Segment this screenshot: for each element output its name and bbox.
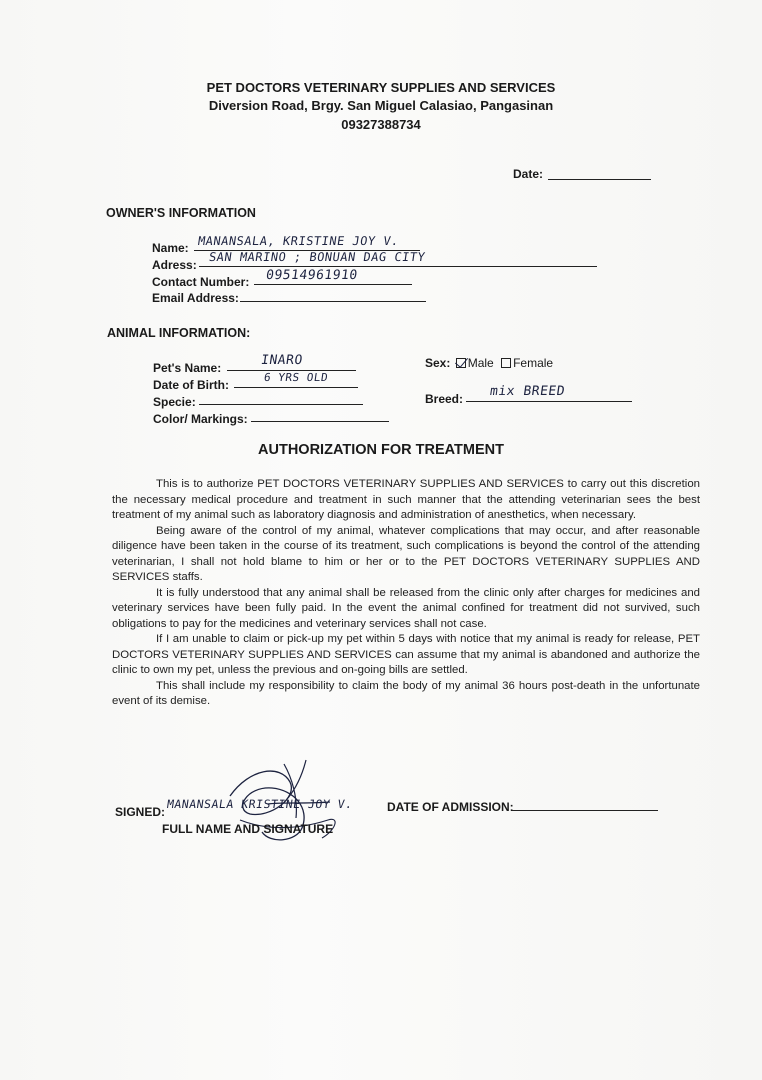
dob-field[interactable] — [234, 373, 358, 388]
signed-field[interactable] — [165, 797, 355, 815]
signed-value: MANANSALA KRISTINE JOY V. — [166, 797, 354, 811]
contact-value: 09514961910 — [264, 268, 359, 283]
paragraph-3: It is fully understood that any animal shall be released from the clinic only after charges for medicines and veterinary services have been fully paid. In the event the animal confined for treatment did not survived, such obligations to pay for the medicines and veterinary services shall not case. — [112, 586, 700, 630]
authorization-title: AUTHORIZATION FOR TREATMENT — [258, 442, 504, 458]
signed-label: SIGNED: — [115, 805, 166, 819]
signature-caption: FULL NAME AND SIGNATURE — [162, 822, 334, 836]
breed-value: mix BREED — [488, 384, 567, 399]
color-field[interactable] — [251, 407, 389, 422]
date-label: Date: — [513, 167, 544, 181]
owner-address-field[interactable] — [199, 252, 597, 267]
breed-label: Breed: — [425, 392, 464, 406]
clinic-name: PET DOCTORS VETERINARY SUPPLIES AND SERVICES — [206, 80, 556, 95]
owner-address-label: Adress: — [152, 258, 197, 272]
pet-name-label: Pet's Name: — [153, 361, 222, 375]
admission-field[interactable] — [512, 796, 658, 811]
paragraph-2: Being aware of the control of my animal, whatever complications that may occur, and after reasonable diligence have been taken in the course of its treatment, such complications is beyond the control of the attending veterinarian, I shall not hold blame to him or her or to the PET DOCTORS VETERINARY SUPPLIES AND SERVICES staffs. — [112, 524, 700, 583]
pet-name-field[interactable] — [227, 353, 356, 371]
dob-value: 6 YRS OLD — [263, 371, 330, 384]
pet-name-value: INARO — [259, 353, 304, 368]
breed-field[interactable] — [466, 384, 632, 402]
sex-female-checkbox[interactable] — [501, 358, 511, 368]
sex-female-label: Female — [513, 356, 554, 370]
sex-label: Sex: — [425, 356, 451, 370]
email-field[interactable] — [240, 287, 426, 302]
species-label: Specie: — [153, 395, 196, 409]
contact-field[interactable] — [254, 270, 412, 285]
owner-name-label: Name: — [152, 241, 189, 255]
owner-section-title: OWNER'S INFORMATION — [106, 206, 256, 220]
contact-label: Contact Number: — [152, 275, 250, 289]
email-label: Email Address: — [152, 291, 239, 305]
animal-section-title: ANIMAL INFORMATION: — [107, 326, 251, 340]
owner-address-value: SAN MARINO ; BONUAN DAG CITY — [208, 250, 427, 264]
species-field[interactable] — [199, 390, 363, 405]
admission-label: DATE OF ADMISSION: — [387, 800, 514, 814]
owner-name-value: MANANSALA, KRISTINE JOY V. — [197, 234, 400, 248]
paragraph-1: This is to authorize PET DOCTORS VETERINARY SUPPLIES AND SERVICES to carry out this discretion the necessary medical procedure and treatment in such manner that the attending veterinarian sees the best treatment of my animal such as laboratory diagnosis and administration of anesthetics, when necessary. — [112, 478, 700, 521]
paragraph-4: If I am unable to claim or pick-up my pet within 5 days with notice that my animal is ready for release, PET DOCTORS VETERINARY SUPPLIES AND SERVICES can assume that my animal is abandoned and authorize the clinic to own my pet, unless the previous and on-going bills are settled. — [112, 633, 700, 676]
color-label: Color/ Markings: — [153, 412, 248, 426]
sex-male-checkbox[interactable] — [456, 358, 466, 368]
sex-group — [425, 356, 553, 370]
sex-male-label: Male — [467, 356, 494, 370]
clinic-phone: 09327388734 — [341, 117, 421, 132]
dob-label: Date of Birth: — [153, 378, 229, 392]
owner-name-field[interactable] — [194, 236, 420, 251]
paragraph-5: This shall include my responsibility to claim the body of my animal 36 hours post-death in the unfortunate event of its demise. — [112, 679, 700, 707]
clinic-address: Diversion Road, Brgy. San Miguel Calasiao, Pangasinan — [208, 98, 554, 113]
authorization-body — [112, 477, 700, 710]
date-field[interactable] — [548, 165, 651, 180]
